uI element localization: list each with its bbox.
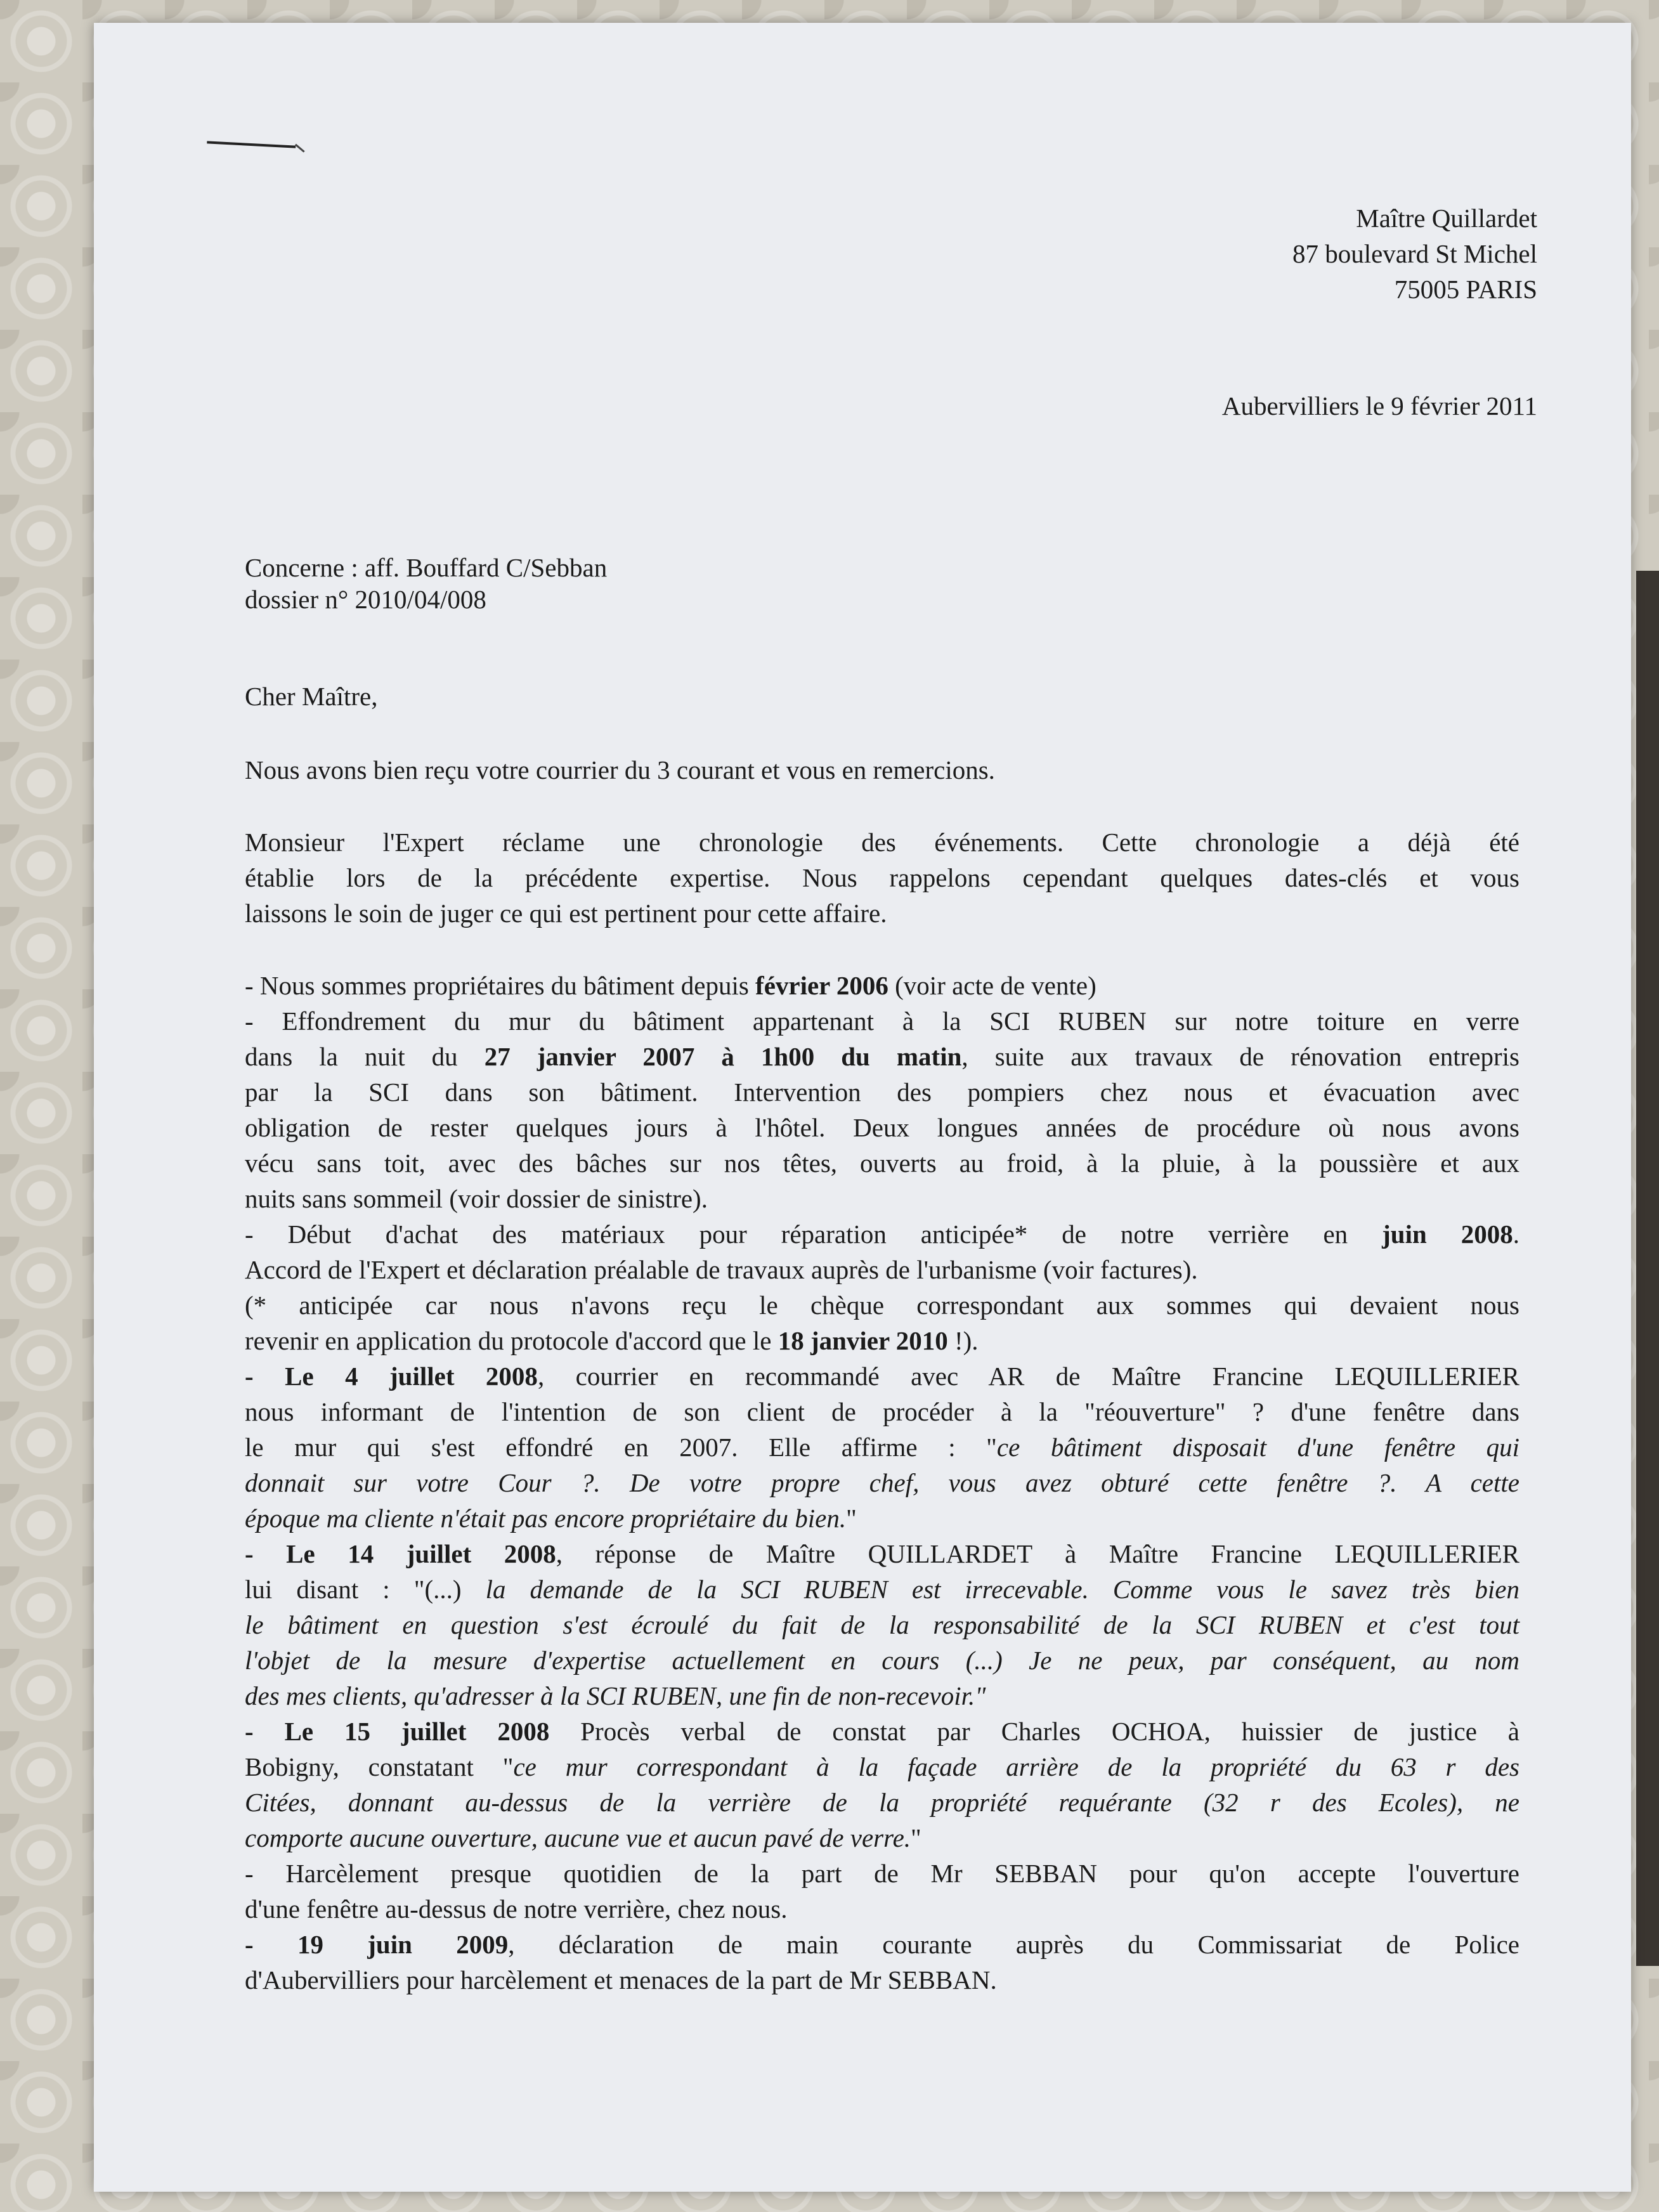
salutation: Cher Maître, xyxy=(245,682,378,711)
chronology-list xyxy=(245,968,1519,1998)
list-item: - Le 14 juillet 2008, réponse de Maître QUILLARDET à Maître Francine LEQUILLERIER lui disant : "(...) la demande de la SCI RUBEN est irrecevable. Comme vous le savez très bien le bâtiment en question s'est écroulé du fait de la responsabilité de la SCI RUBEN et c'est tout l'objet de la mesure d'expertise actuellement en cours (...) Je ne peux, par conséquent, au nom des mes clients, qu'adresser à la SCI RUBEN, une fin de non-recevoir." xyxy=(245,1539,1519,1710)
list-item: - 19 juin 2009, déclaration de main courante auprès du Commissariat de Police d'Aubervilliers pour harcèlement et menaces de la part de Mr SEBBAN. xyxy=(245,1930,1519,1994)
pen-mark xyxy=(207,141,296,154)
letter-body xyxy=(245,552,1519,1998)
recipient-street: 87 boulevard St Michel xyxy=(1292,239,1537,268)
para-line: Monsieur l'Expert réclame une chronologie des événements. Cette chronologie a déjà été xyxy=(245,828,1519,857)
letter-page xyxy=(94,23,1631,2192)
intro-paragraph: Nous avons bien reçu votre courrier du 3 courant et vous en remercions. xyxy=(245,755,995,784)
para-line: établie lors de la précédente expertise. Nous rappelons cependant quelques dates-clés et vous xyxy=(245,863,1519,892)
list-item: - Effondrement du mur du bâtiment appartenant à la SCI RUBEN sur notre toiture en verre dans la nuit du 27 janvier 2007 à 1h00 du matin, suite aux travaux de rénovation entrepris par la SCI dans son bâtiment. Intervention des pompiers chez nous et évacuation avec obligation de rester quelques jours à l'hôtel. Deux longues années de procédure où nous avons vécu sans toit, avec des bâches sur nos têtes, ouverts au froid, à la pluie, à la poussière et aux nuits sans sommeil (voir dossier de sinistre). xyxy=(245,1006,1519,1213)
reference-concerne: Concerne : aff. Bouffard C/Sebban xyxy=(245,553,608,582)
list-item: - Le 15 juillet 2008 Procès verbal de constat par Charles OCHOA, huissier de justice à Bobigny, constatant "ce mur correspondant à la façade arrière de la propriété du 63 r des Citées, donnant au-dessus de la verrière de la propriété requérante (32 r des Ecoles), ne comporte aucune ouverture, aucune vue et aucun pavé de verre." xyxy=(245,1717,1519,1852)
list-item: - Nous sommes propriétaires du bâtiment depuis février 2006 (voir acte de vente) xyxy=(245,971,1096,1000)
recipient-address xyxy=(1292,200,1537,307)
reference-block xyxy=(245,552,1519,615)
list-item: - Le 4 juillet 2008, courrier en recommandé avec AR de Maître Francine LEQUILLERIER nous informant de l'intention de son client de procéder à la "réouverture" ? d'une fenêtre dans le mur qui s'est effondré en 2007. Elle affirme : "ce bâtiment disposait d'une fenêtre qui donnait sur votre Cour ?. De votre propre chef, vous avez obturé cette fenêtre ?. A cette époque ma cliente n'était pas encore propriétaire du bien." xyxy=(245,1362,1519,1533)
para-line: laissons le soin de juger ce qui est pertinent pour cette affaire. xyxy=(245,899,887,928)
recipient-name: Maître Quillardet xyxy=(1356,204,1537,233)
list-item: - Début d'achat des matériaux pour réparation anticipée* de notre verrière en juin 2008. Accord de l'Expert et déclaration préalable de travaux auprès de l'urbanisme (voir factures). (* anticipée car nous n'avons reçu le chèque correspondant aux sommes qui devaient nous revenir en application du protocole d'accord que le 18 janvier 2010 !). xyxy=(245,1220,1519,1355)
list-item: - Harcèlement presque quotidien de la part de Mr SEBBAN pour qu'on accepte l'ouverture d'une fenêtre au-dessus de notre verrière, chez nous. xyxy=(245,1859,1519,1923)
background-shadow xyxy=(1636,571,1659,1966)
recipient-city: 75005 PARIS xyxy=(1394,275,1537,304)
chronology-paragraph xyxy=(245,824,1519,931)
letter-date: Aubervilliers le 9 février 2011 xyxy=(1221,391,1537,420)
reference-dossier: dossier n° 2010/04/008 xyxy=(245,585,486,614)
